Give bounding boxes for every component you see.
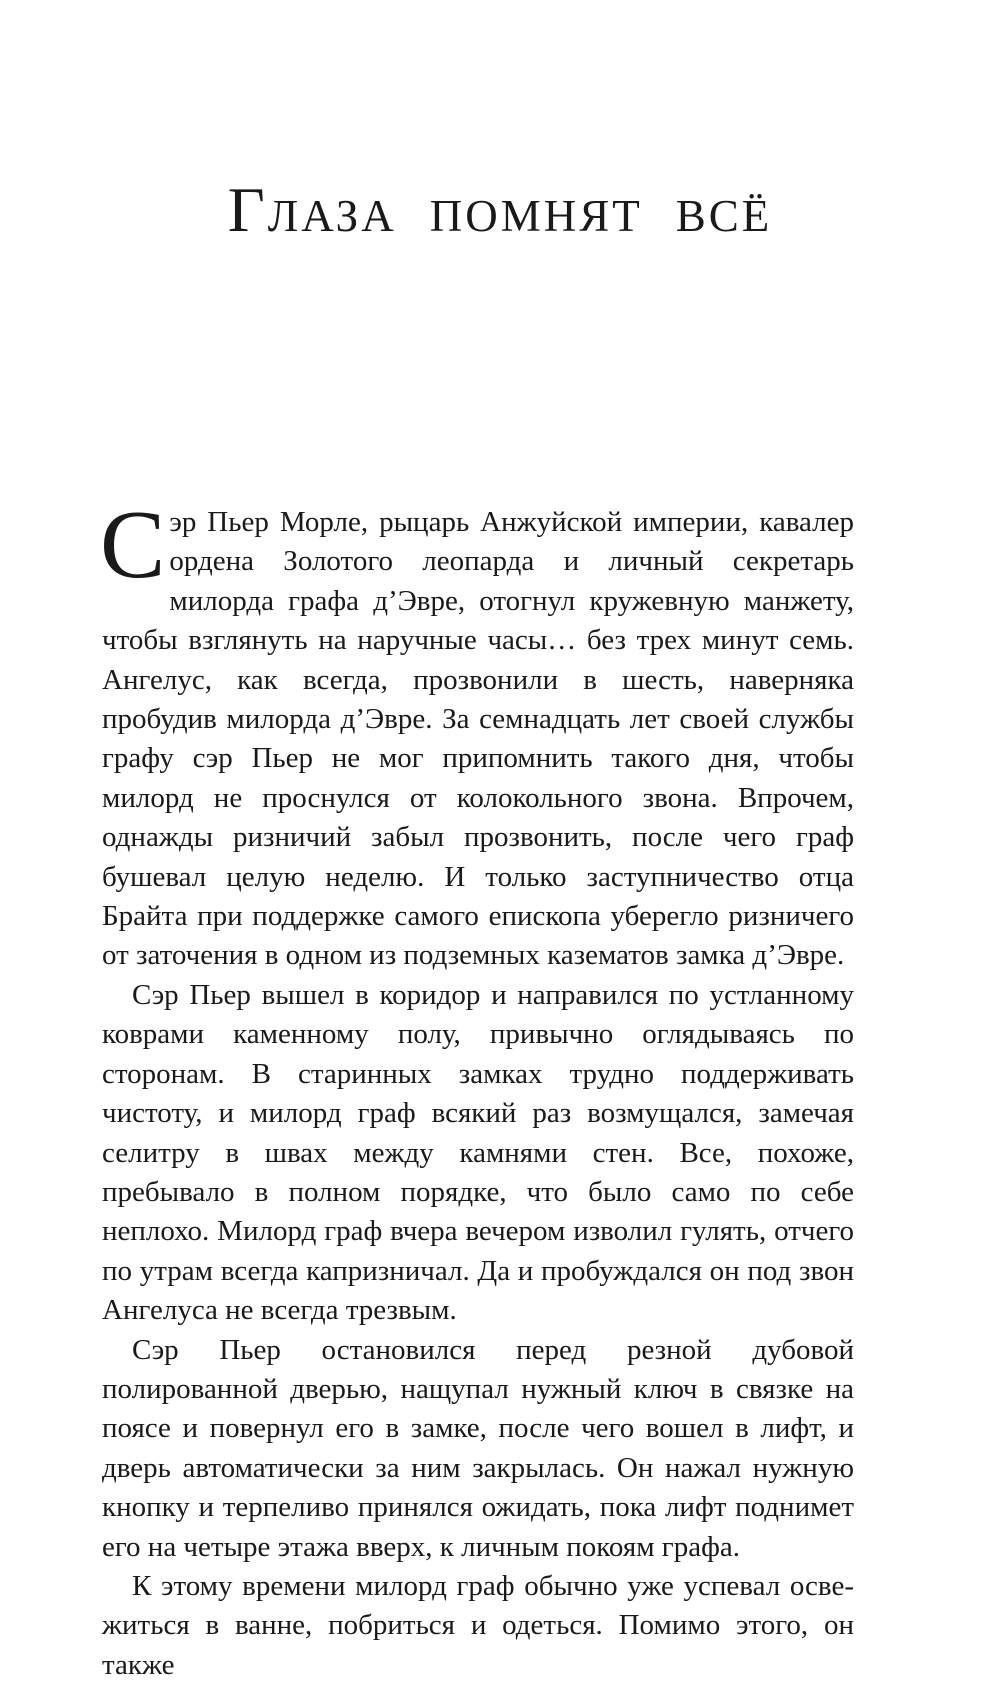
paragraph-2: Сэр Пьер вышел в коридор и направился по устланному коврами каменному полу, привычно оглядываясь по сторонам. В старинных замках трудно поддерживать чистоту, и милорд граф всякий раз возмущался, замечая селитру в швах между камнями стен. Все, похоже, пребывало в полном порядке, что было само по себе неплохо. Милорд граф вчера вечером изволил гулять, отчего по утрам всегда капризничал. Да и пробуждался он под звон Ангелуса не всегда трезвым. (102, 978, 854, 1327)
body-text (100, 491, 854, 1685)
paragraph-1 (100, 491, 854, 976)
paragraph-3: Сэр Пьер остановился перед резной дубовой полированной дверью, нащупал нужный ключ в связке на поясе и повернул его в замке, после чего вошел в лифт, и дверь автоматически за ним закрылась. Он нажал нужную кнопку и терпеливо принялся ожидать, пока лифт поднимет его на четыре этажа вверх, к личным покоям графа. (102, 1333, 854, 1563)
chapter-title: Глаза помнят всё (227, 174, 773, 245)
paragraph-1-text: эр Пьер Морле, рыцарь Анжуйской империи, кавалер ордена Золотого леопарда и личный секретарь милорда графа д’Эвре, отогнул кружевную манжету, чтобы взглянуть на наручные часы… без трех минут семь. Ангелус, как всегда, прозвонили в шесть, наверняка пробудив милорда д’Эвре. За семнадцать лет своей службы графу сэр Пьер не мог припомнить такого дня, чтобы милорд не проснулся от колокольного звона. Впрочем, однажды ризничий забыл прозвонить, после чего граф бушевал целую неделю. И только заступничество отца Брайта при поддержке самого епископа уберегло ризничего от заточения в одном из подземных казематов замка д’Эвре. (102, 506, 854, 972)
paragraph-4: К этому времени милорд граф обычно уже успевал освежиться в ванне, побриться и одеться. Помимо этого, он также (102, 1569, 854, 1681)
drop-cap: С (100, 491, 166, 599)
